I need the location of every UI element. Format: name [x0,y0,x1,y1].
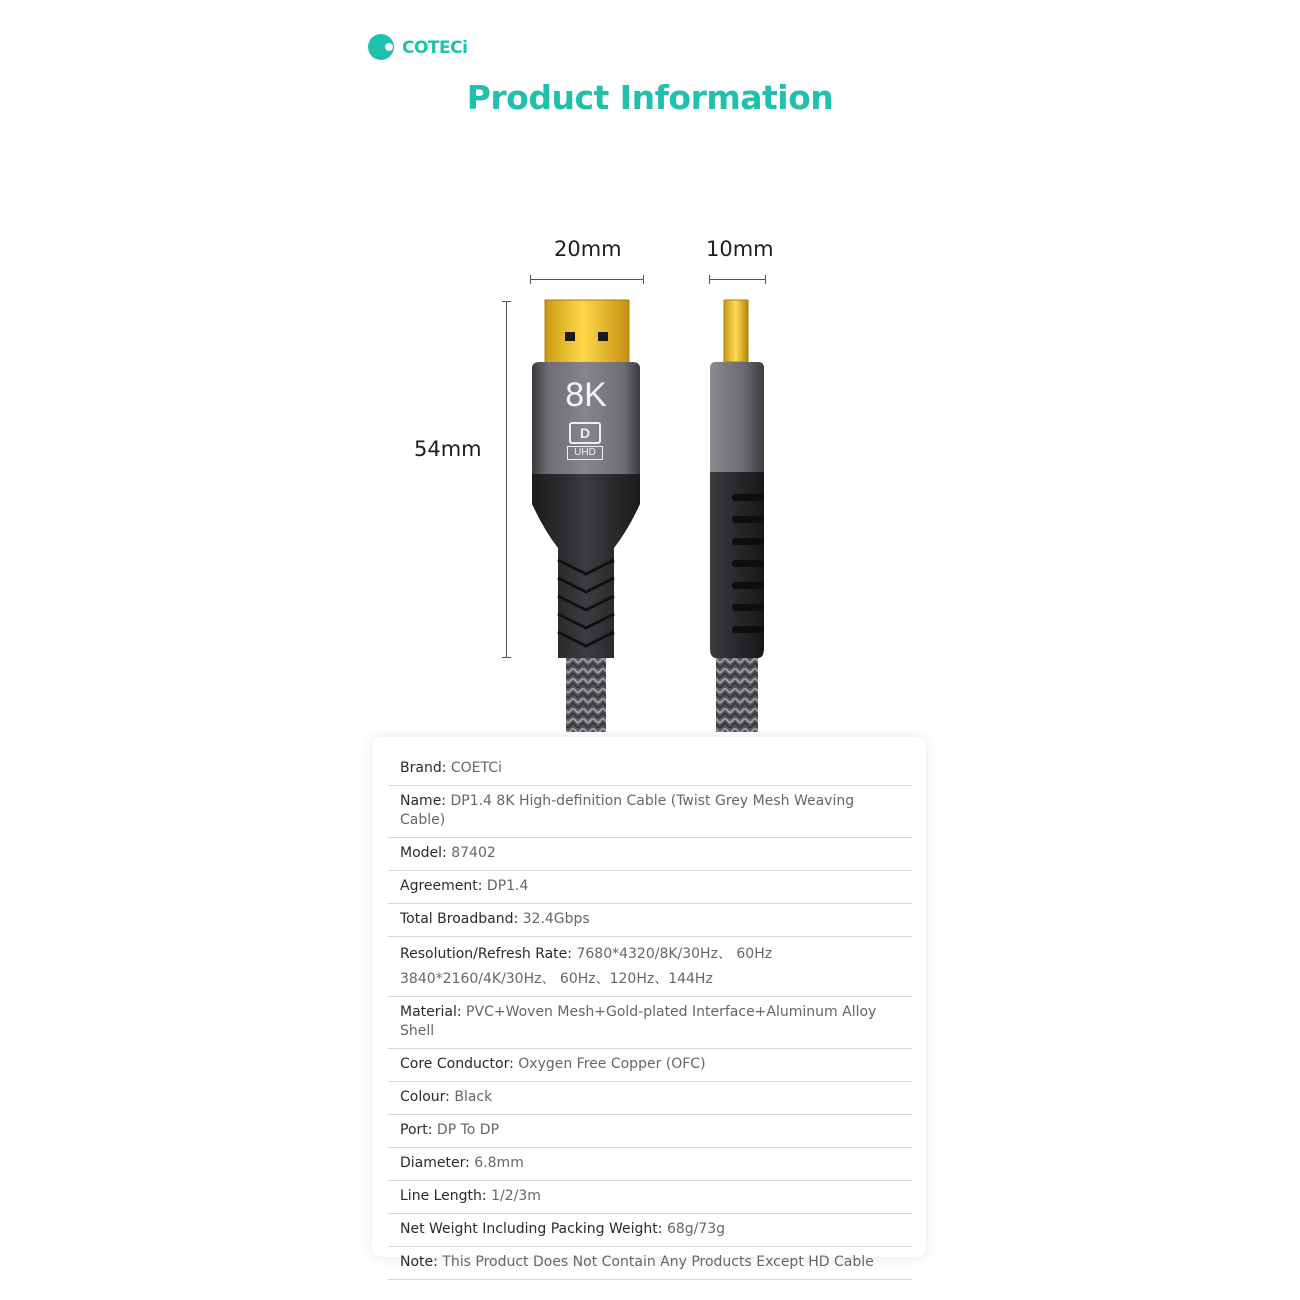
page-title: Product Information [466,78,834,117]
spec-value: 32.4Gbps [518,911,590,927]
resolution-8k-label: 8K [565,376,607,414]
spec-row [388,1049,912,1082]
logo-mark-icon [368,34,396,62]
spec-key: Net Weight Including Packing Weight: [400,1221,663,1237]
spec-key: Resolution/Refresh Rate: [400,946,573,962]
dp-uhd-logo-icon: D UHD [567,422,603,460]
spec-key: Note: [400,1254,438,1270]
spec-key: Material: [400,1004,462,1020]
spec-key: Agreement: [400,878,483,894]
spec-card [372,737,926,1270]
spec-row [388,1115,912,1148]
front-width-label: 20mm [554,237,622,261]
spec-key: Total Broadband: [400,911,519,927]
spec-value: 1/2/3m [486,1188,541,1204]
spec-row [388,937,912,997]
height-label: 54mm [414,437,482,461]
spec-value: This Product Does Not Contain Any Products Except HD Cable [437,1254,874,1270]
spec-value: 87402 [446,845,496,861]
displayport-connector-side [700,298,772,732]
spec-value: 7680*4320/8K/30Hz、 60Hz 3840*2160/4K/30Hz、 60Hz、120Hz、144Hz [400,946,773,987]
spec-value: COETCi [446,760,502,776]
spec-value: Oxygen Free Copper (OFC) [513,1056,706,1072]
spec-value: 68g/73g [662,1221,726,1237]
spec-value: Black [449,1089,493,1105]
spec-row [388,1082,912,1115]
spec-key: Colour: [400,1089,450,1105]
logo-text: COTECi [402,38,468,58]
brand-logo [368,34,467,62]
spec-key: Name: [400,793,447,809]
spec-key: Brand: [400,760,447,776]
spec-key: Core Conductor: [400,1056,514,1072]
spec-row [388,1181,912,1214]
height-dimension-line [506,301,507,658]
spec-key: Diameter: [400,1155,470,1171]
spec-key: Line Length: [400,1188,487,1204]
front-width-dimension-line [530,279,644,280]
spec-key: Model: [400,845,447,861]
side-width-label: 10mm [706,237,774,261]
connector-front-drawing [528,298,644,732]
spec-value: 6.8mm [469,1155,524,1171]
spec-row [388,753,912,786]
spec-row [388,871,912,904]
spec-row [388,904,912,937]
spec-value: DP To DP [432,1122,500,1138]
side-width-dimension-line [709,279,766,280]
spec-row [388,1247,912,1280]
spec-row [388,997,912,1049]
spec-row [388,838,912,871]
spec-key: Port: [400,1122,433,1138]
spec-value: PVC+Woven Mesh+Gold-plated Interface+Aluminum Alloy Shell [400,1004,877,1039]
spec-row [388,786,912,838]
spec-value: DP1.4 8K High-definition Cable (Twist Grey Mesh Weaving Cable) [400,793,855,828]
spec-row [388,1148,912,1181]
connector-side-drawing [700,298,772,732]
spec-list [388,753,912,1280]
spec-value: DP1.4 [482,878,529,894]
displayport-connector-front [528,298,644,732]
spec-row [388,1214,912,1247]
